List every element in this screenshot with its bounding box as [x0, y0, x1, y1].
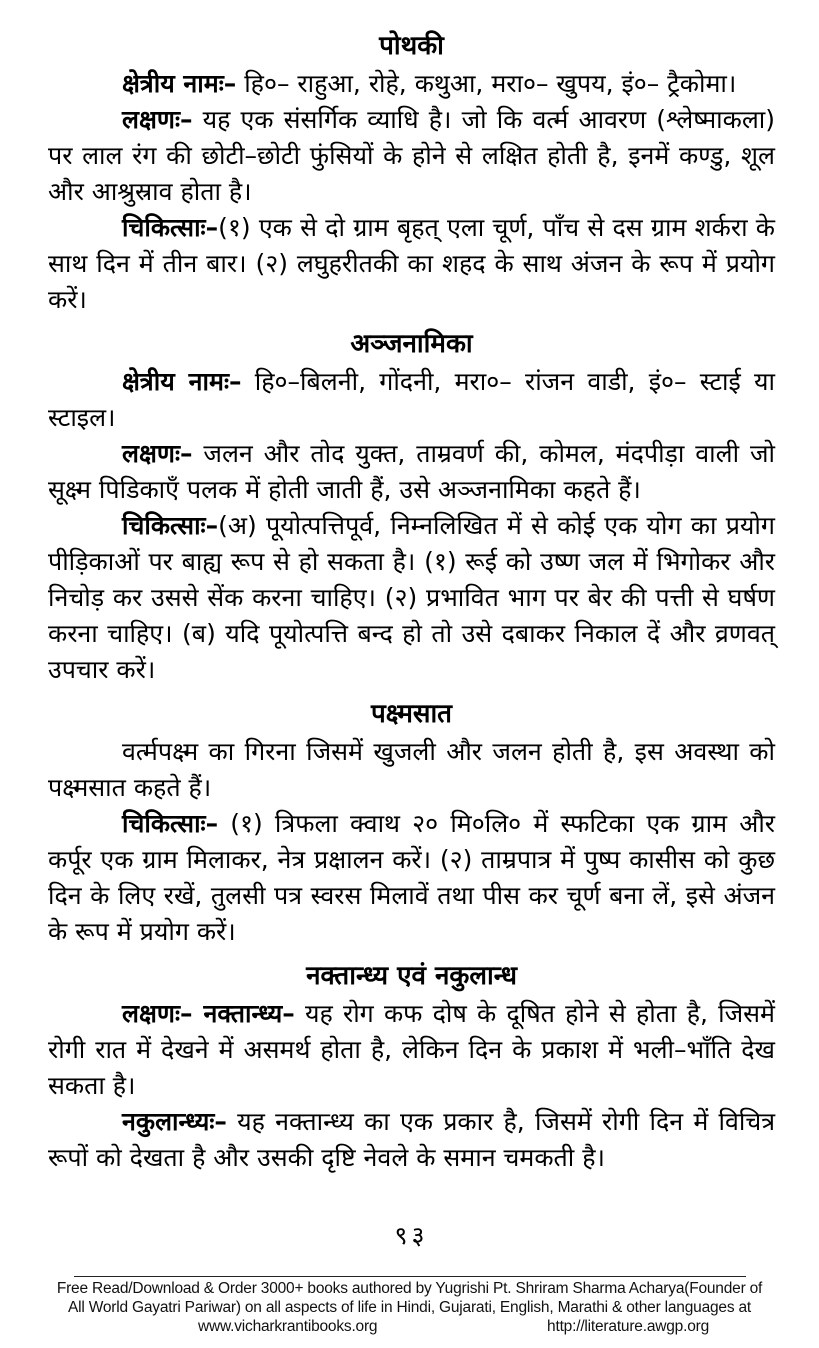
paragraph-text: वर्त्मपक्ष्म का गिरना जिसमें खुजली और जलन होती है, इस अवस्था को पक्ष्मसात कहते हैं।: [48, 737, 775, 802]
section-heading: अञ्जनामिका: [350, 329, 473, 359]
paragraph-symptoms: [48, 102, 775, 210]
paragraph-text: यह नक्तान्ध्य का एक प्रकार है, जिसमें रोगी दिन में विचित्र रूपों को देखता है और उसकी दृष्टि नेवले के समान चमकती है।: [48, 1107, 775, 1172]
paragraph-lead-label: लक्षणः–: [122, 105, 193, 134]
paragraph-lead-label: चिकित्साः–: [122, 511, 219, 540]
paragraph-text: यह रोग कफ दोष के दूषित होने से होता है, जिसमें रोगी रात में देखने में असमर्थ होता है, लेकिन दिन के प्रकाश में भली–भाँति देख सकता है।: [48, 999, 776, 1100]
footer-credit-line-2: All World Gayatri Pariwar) on all aspects of life in Hindi, Gujarati, English, Marathi & other languages at: [67, 1299, 752, 1316]
paragraph-regional-names: [48, 364, 775, 436]
paragraph-symptoms: [48, 436, 775, 508]
paragraph-regional-names: [48, 66, 775, 102]
paragraph-treatment: [48, 806, 775, 950]
section-pakshmasat: [48, 698, 775, 950]
paragraph-text: (१) एक से दो ग्राम बृहत् एला चूर्ण, पाँच से दस ग्राम शर्करा के साथ दिन में तीन बार। (२) लघुहरीतकी का शहद के साथ अंजन के रूप में प्रयोग करें।: [48, 213, 775, 314]
paragraph-lead-label: नकुलान्ध्यः–: [122, 1107, 227, 1136]
paragraph-text: हि०– राहुआ, रोहे, कथुआ, मरा०– खुपय, इं०– ट्रैकोमा।: [236, 69, 737, 98]
footer-url-awgp-literature: http://literature.awgp.org: [547, 1318, 709, 1335]
section-heading: नक्तान्ध्य एवं नकुलान्ध: [306, 961, 517, 991]
section-naktandhya: [48, 960, 775, 1176]
footer-url-vicharkrantibooks: www.vicharkrantibooks.org: [198, 1318, 378, 1335]
paragraph-text: (अ) पूयोत्पत्तिपूर्व, निम्नलिखित में से कोई एक योग का प्रयोग पीड़िकाओं पर बाह्य रूप से हो सकता है। (१) रूई को उष्ण जल में भिगोकर और निचोड़ कर उससे सेंक करना चाहिए। (२) प्रभावित भाग पर बेर की पत्ती से घर्षण करना चाहिए। (ब) यदि पूयोत्पत्ति बन्द हो तो उसे दबाकर निकाल दें और व्रणवत् उपचार करें।: [48, 511, 775, 684]
paragraph-nakulandhya: [48, 1104, 775, 1176]
paragraph-lead-label: लक्षणः– नक्तान्ध्य–: [122, 999, 295, 1028]
paragraph-symptoms: [48, 996, 775, 1104]
page-number: ९३: [394, 1221, 429, 1250]
paragraph-lead-label: लक्षणः–: [122, 439, 193, 468]
footer-credit-line-1: Free Read/Download & Order 3000+ books authored by Yugrishi Pt. Shriram Sharma Acharya(Founder of: [56, 1280, 763, 1297]
paragraph-treatment: [48, 508, 775, 688]
section-pothki: [48, 30, 775, 318]
paragraph-text: (१) त्रिफला क्वाथ २० मि०लि० में स्फटिका एक ग्राम और कर्पूर एक ग्राम मिलाकर, नेत्र प्रक्षालन करें। (२) ताम्रपात्र में पुष्प कासीस को कुछ दिन के लिए रखें, तुलसी पत्र स्वरस मिलावें तथा पीस कर चूर्ण बना लें, इसे अंजन के रूप में प्रयोग करें।: [48, 809, 775, 946]
section-heading: पोथकी: [379, 31, 444, 61]
paragraph-text: जलन और तोद युक्त, ताम्रवर्ण की, कोमल, मंदपीड़ा वाली जो सूक्ष्म पिडिकाएँ पलक में होती जाती हैं, उसे अञ्जनामिका कहते हैं।: [48, 439, 775, 504]
paragraph-lead-label: चिकित्साः–: [122, 213, 219, 242]
paragraph-description: [48, 734, 775, 806]
section-anjanamika: [48, 328, 775, 688]
footer-divider: [74, 1276, 746, 1277]
footer-urls: [0, 1317, 819, 1336]
paragraph-text: हि०–बिलनी, गोंदनी, मरा०– रांजन वाडी, इं०– स्टाई या स्टाइल।: [48, 367, 775, 432]
section-heading: पक्ष्मसात: [370, 699, 453, 729]
footer: [0, 1276, 819, 1336]
paragraph-text: यह एक संसर्गिक व्याधि है। जो कि वर्त्म आवरण (श्लेष्माकला) पर लाल रंग की छोटी–छोटी फुंसियों के होने से लक्षित होती है, इनमें कण्डु, शूल और आश्रुस्राव होता है।: [48, 105, 775, 206]
paragraph-lead-label: क्षेत्रीय नामः–: [122, 69, 237, 98]
paragraph-treatment: [48, 210, 775, 318]
paragraph-lead-label: क्षेत्रीय नामः–: [122, 367, 242, 396]
paragraph-lead-label: चिकित्साः–: [122, 809, 219, 838]
